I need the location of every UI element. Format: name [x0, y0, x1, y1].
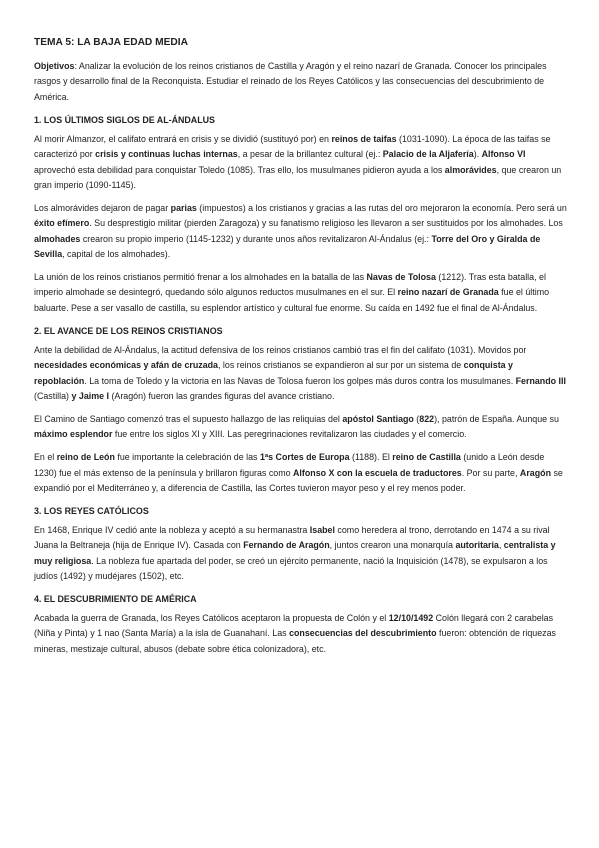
document-title: TEMA 5: LA BAJA EDAD MEDIA: [34, 37, 188, 48]
section-4: [34, 592, 568, 657]
section-heading: 1. LOS ÚLTIMOS SIGLOS DE AL-ÁNDALUS: [34, 114, 215, 125]
bold-text-run: reino de Castilla: [392, 452, 461, 463]
text-run: como heredera al trono, derrotando en 1474 a su rival Juana la Beltraneja (hija de Enrique IV). Casada con: [34, 524, 550, 551]
text-run: . La toma de Toledo y la victoria en las Navas de Tolosa fueron los golpes más duros contra los musulmanes.: [84, 375, 516, 386]
text-run: fue entre los siglos XI y XIII. Las peregrinaciones revitalizaron las ciudades y el comercio.: [112, 429, 467, 440]
text-run: (1212). Tras esta batalla, el imperio almohade se desintegró, quedando sólo algunos reductos musulmanes en el sur. El: [34, 271, 546, 298]
text-run: ,: [498, 540, 504, 551]
section-paragraph: [34, 270, 568, 316]
text-run: Ante la debilidad de Al-Ándalus, la actitud defensiva de los reinos cristianos cambió tras el fin del califato (1031). Movidos por: [34, 344, 527, 355]
section-paragraph: [34, 132, 568, 194]
bold-text-run: reinos de taifas: [331, 133, 397, 144]
bold-text-run: parias: [170, 202, 197, 213]
section-1: [34, 113, 568, 316]
bold-text-run: 1ªs Cortes de Europa: [259, 452, 350, 463]
bold-text-run: Palacio de la Aljafería: [382, 149, 474, 160]
section-paragraph: [34, 201, 568, 263]
text-run: fue el último baluarte. Pese a ser vasallo de castilla, su esplendor artístico y cultural fue enorme. Su caída en 1492 fue el final de Al-Ándalus.: [34, 287, 550, 313]
text-run: , capital de los almohades).: [62, 249, 171, 260]
bold-text-run: conquista y repoblación: [34, 360, 513, 386]
bold-text-run: Torre del Oro y Giralda de Sevilla: [34, 233, 541, 260]
section-2: [34, 324, 568, 497]
text-run: (unido a León desde 1230) fue el más extenso de la península y brillaron figuras como: [34, 452, 545, 478]
bold-text-run: apóstol Santiago: [342, 413, 414, 424]
bold-text-run: centralista y muy religiosa: [34, 540, 556, 566]
section-heading: 4. EL DESCUBRIMIENTO DE AMÉRICA: [34, 593, 197, 604]
text-run: se expandió por el Mediterráneo y, a diferencia de Castilla, las Cortes tuvieron mayor peso y el rey menos poder.: [34, 467, 563, 493]
bold-text-run: almohades: [34, 233, 81, 244]
bold-text-run: Objetivos: [34, 61, 75, 71]
text-run: Colón llegará con 2 carabelas (Niña y Pinta) y 1 nao (Santa María) a la isla de Guanahaní. Las: [34, 612, 554, 639]
text-run: ), patrón de España. Aunque su: [434, 413, 559, 424]
bold-text-run: autoritaria: [455, 540, 499, 551]
bold-text-run: Alfonso VI: [481, 149, 526, 160]
text-run: En 1468, Enrique IV cedió ante la nobleza y aceptó a su hermanastra: [34, 524, 310, 535]
bold-text-run: máximo esplendor: [34, 429, 113, 440]
bold-text-run: 12/10/1492: [388, 612, 434, 623]
text-run: , los reinos cristianos se expandieron al sur por un sistema de: [218, 360, 464, 371]
section-3: [34, 504, 568, 585]
text-run: , a pesar de la brillantez cultural (ej.:: [237, 149, 383, 160]
text-run: aprovechó esta debilidad para conquistar Toledo (1085). Tras ello, los musulmanes pidieron ayuda a los: [34, 164, 445, 175]
text-run: El Camino de Santiago comenzó tras el supuesto hallazgo de las reliquias del: [34, 413, 343, 424]
text-run: , que crearon un gran imperio (1090-1145).: [34, 164, 562, 190]
section-heading: 2. EL AVANCE DE LOS REINOS CRISTIANOS: [34, 325, 223, 336]
text-run: (1031-1090). La época de las taifas se caracterizó por: [34, 133, 551, 160]
section-paragraph: [34, 611, 568, 657]
text-run: , juntos crearon una monarquía: [329, 540, 456, 551]
text-run: . Su desprestigio militar (pierden Zaragoza) y su fanatismo religioso les llevaron a ser sustituidos por los almohades. Los: [89, 218, 563, 229]
text-run: ).: [473, 149, 482, 160]
document-page: [34, 36, 568, 665]
bold-text-run: consecuencias del descubrimiento: [289, 628, 437, 639]
text-run: Los almorávides dejaron de pagar: [34, 202, 171, 213]
text-run: (1188). El: [349, 452, 393, 463]
text-run: Acabada la guerra de Granada, los Reyes Católicos aceptaron la propuesta de Colón y el: [34, 612, 389, 623]
bold-text-run: Fernando III: [515, 375, 566, 386]
text-run: La unión de los reinos cristianos permitió frenar a los almohades en la batalla de las: [34, 271, 367, 282]
text-run: . La nobleza fue apartada del poder, se creó un ejército permanente, nació la Inquisición (1478), se expulsaron a los judíos (1492) y mudéjares (1502), etc.: [34, 555, 548, 582]
section-paragraph: [34, 412, 568, 443]
bold-text-run: éxito efímero: [34, 218, 90, 229]
bold-text-run: y Jaime I: [71, 390, 109, 401]
text-run: fue importante la celebración de las: [114, 452, 260, 463]
text-run: En el: [34, 452, 57, 463]
text-run: fueron: obtención de riquezas mineras, mestizaje cultural, abusos (debate sobre ética colonizadora), etc.: [34, 628, 556, 654]
text-run: crearon su propio imperio (1145-1232) y durante unos años revitalizaron Al-Ándalus (ej.:: [80, 233, 432, 244]
bold-text-run: 822: [419, 413, 435, 424]
section-heading: 3. LOS REYES CATÓLICOS: [34, 505, 149, 516]
bold-text-run: Fernando de Aragón: [243, 540, 330, 551]
bold-text-run: Isabel: [309, 524, 335, 535]
text-run: Al morir Almanzor, el califato entrará en crisis y se dividió (sustituyó por) en: [34, 133, 332, 144]
text-run: : Analizar la evolución de los reinos cristianos de Castilla y Aragón y el reino nazarí de Granada. Conocer los principales rasgos y desarrollo final de la Reconquista. Estudiar el reinado de los Reyes Católicos y las consecuencias del descubrimiento de América.: [34, 61, 547, 102]
bold-text-run: Alfonso X con la escuela de traductores: [293, 467, 462, 478]
bold-text-run: reino nazarí de Granada: [397, 287, 499, 298]
text-run: (Castilla): [34, 390, 72, 401]
text-run: (: [413, 413, 420, 424]
bold-text-run: crisis y continuas luchas internas: [95, 149, 238, 160]
section-paragraph: [34, 343, 568, 405]
objectives-paragraph: [34, 59, 568, 105]
bold-text-run: Navas de Tolosa: [366, 271, 436, 282]
bold-text-run: almorávides: [444, 164, 497, 175]
section-paragraph: [34, 523, 568, 585]
text-run: (Aragón) fueron las grandes figuras del avance cristiano.: [108, 390, 335, 401]
section-paragraph: [34, 450, 568, 496]
bold-text-run: necesidades económicas y afán de cruzada: [34, 360, 218, 371]
text-run: (impuestos) a los cristianos y gracias a las rutas del oro mejoraron la economía. Pero será un: [196, 202, 567, 213]
text-run: . Por su parte,: [461, 467, 520, 478]
bold-text-run: reino de León: [56, 452, 115, 463]
bold-text-run: Aragón: [519, 467, 551, 478]
